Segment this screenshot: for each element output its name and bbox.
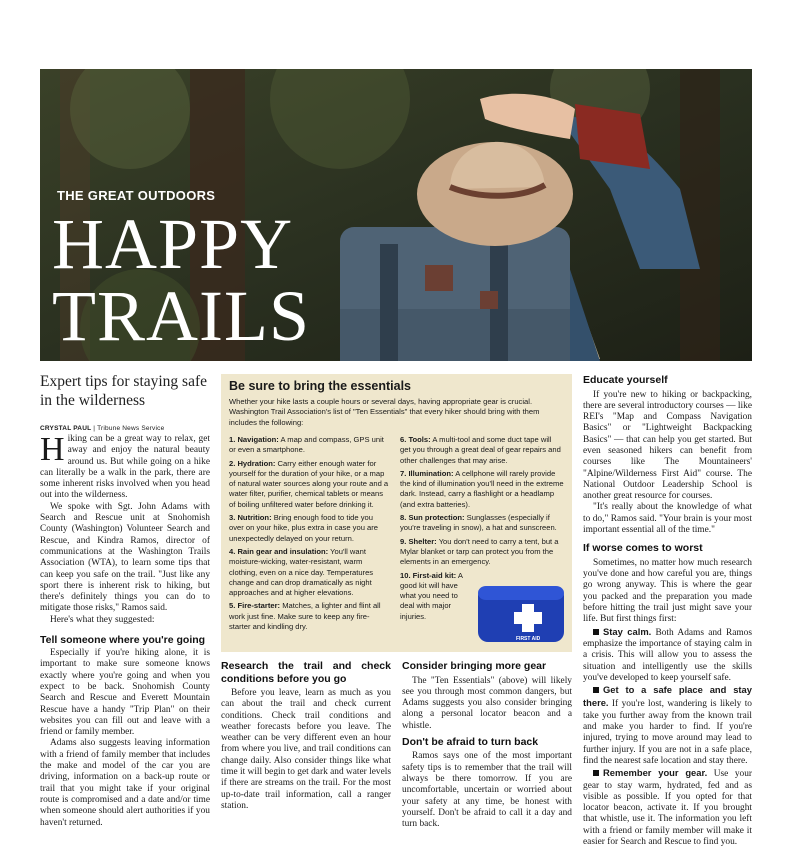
subhead-worse-comes: If worse comes to worst bbox=[583, 542, 703, 555]
deck-subtitle: Expert tips for staying safe in the wilderness bbox=[40, 373, 208, 409]
subhead-educate: Educate yourself bbox=[583, 374, 668, 386]
paragraph: Sometimes, no matter how much research you've done and how careful you are, things go wrong anyway. This is where the gear you packed and the preparation you made before hitting the trail just might save your life. But first things first: bbox=[583, 557, 752, 625]
article-column-4 bbox=[583, 374, 752, 848]
essential-item: 1. Navigation: A map and compass, GPS unit or even a smartphone. bbox=[229, 435, 384, 455]
bullet-stay-calm: Stay calm. Both Adams and Ramos emphasize the importance of staying calm in a crisis. This will allow you to assess the situation and intelligently use the skills you've developed to keep yourself safe. bbox=[583, 625, 752, 683]
drop-cap: H bbox=[40, 431, 65, 468]
essential-item: 9. Shelter: You don't need to carry a tent, but a Mylar blanket or tarp can protect you from the elements in an emergency. bbox=[400, 536, 559, 567]
paragraph: Before you leave, learn as much as you can about the trail and check current conditions. Check trail conditions and weather forecasts before you leave. The weather can be very different even an hour from where you live, and trail conditions can change daily. Also consider things like what time it will begin to get dark and water levels if there are streams on the trail. For the most up-to-date trail information, call a ranger station. bbox=[221, 688, 392, 811]
first-aid-kit-image bbox=[474, 576, 570, 648]
article-column-3 bbox=[402, 660, 572, 831]
paragraph: If you're new to hiking or backpacking, there are several introductory courses — like REI's "Map and Compass Navigation Basics" or "Lightweight Backpacking Basics" — that can help you get started. But even seasoned hikers can benefit from courses like The Mountaineers' "Alpine/Wilderness First Aid" course. The National Outdoor Leadership School is another great resource for courses. bbox=[583, 389, 752, 502]
article-column-1 bbox=[40, 431, 210, 829]
section-kicker: THE GREAT OUTDOORS bbox=[57, 188, 216, 203]
essential-item: 4. Rain gear and insulation: You'll want moisture-wicking, water-resistant, warm clothing, even on a nice day. Temperatures change and can drop dramatically as night approaches and at higher elevations. bbox=[229, 546, 374, 598]
bullet-square-icon bbox=[593, 770, 599, 776]
essential-item: 10. First-aid kit: A good kit will have what you need to deal with major injuries. bbox=[400, 570, 463, 621]
subhead-research-trail: Research the trail and check conditions before you go bbox=[221, 660, 391, 685]
paragraph: "It's really about the knowledge of what to do," Ramos said. "Your brain is your most important essential all of the time." bbox=[583, 502, 752, 536]
paragraph: Ramos says one of the most important safety tips is to remember that the trail will always be there tomorrow. If you are uncomfortable, uncertain or worried about your safety at any time, be honest with yourself. Don't be afraid to call it a day and turn back. bbox=[402, 751, 572, 830]
bullet-square-icon bbox=[593, 629, 599, 635]
essentials-intro: Whether your hike lasts a couple hours or several days, having appropriate gear is crucial. Washington Trail Association's list of "Ten Essentials" that every hiker should bring with them includes the following: bbox=[229, 397, 540, 427]
paragraph: Here's what they suggested: bbox=[50, 614, 155, 625]
essentials-list-left bbox=[229, 435, 389, 635]
article-column-2 bbox=[221, 660, 391, 812]
bullet-safe-place: Get to a safe place and stay there. If you're lost, wandering is likely to take you further away from the known trail and make you harder to find. If you're injured, trying to move around may lead to further injury. If you are not in a safe place, find the nearest safe location and stay there. bbox=[583, 684, 752, 766]
paragraph: Adams also suggests leaving information with a friend of family member that includes the make and model of the car you are driving, information on a back-up route or trail that you might take if your original route is compromised and a date and/or time when someone should alert authorities if you haven't returned. bbox=[40, 738, 210, 828]
subhead-more-gear: Consider bringing more gear bbox=[402, 660, 547, 672]
essential-item: 6. Tools: A multi-tool and some duct tape will get you through a great deal of gear repairs and other challenges that may arise. bbox=[400, 435, 561, 465]
headline-line-2: TRAILS bbox=[52, 276, 310, 356]
essential-item: 2. Hydration: Carry either enough water for yourself for the duration of your hike, or a map of natural water sources along your route and a water filter, purifier, chemical tablets or means of boiling unfiltered water before drinking it. bbox=[229, 458, 389, 509]
intro-paragraph: iking can be a great way to relax, get away and enjoy the natural beauty around us. But while going on a hike can literally be a walk in the park, there are some inherent risks involved when you head out into the wilderness. bbox=[40, 434, 210, 501]
headline-line-1: HAPPY bbox=[52, 204, 294, 284]
byline-name: CRYSTAL PAUL bbox=[40, 425, 92, 432]
bullet-square-icon bbox=[593, 687, 599, 693]
bullet-remember-gear: Remember your gear. Use your gear to stay warm, hydrated, fed and as visible as possible. If you opted for that locator beacon, activate it. If you brought that whistle, use it. The information you left with a friend or family member will make it easier for Search and Rescue to find you. bbox=[583, 767, 753, 847]
paragraph: We spoke with Sgt. John Adams with Search and Rescue unit at Snohomish County (Washington) Volunteer Search and Rescue, and Kindra Ramos, director of communications at the Washington Trails Association (WTA), to learn some tips that can keep you safe on the trail. "Just like any sport there is inherent risk to hiking, but there's definitely things you can do to mitigate those risks," Ramos said. bbox=[40, 501, 210, 614]
subhead-tell-someone: Tell someone where you're going bbox=[40, 634, 206, 647]
byline-source: | Tribune News Service bbox=[93, 425, 165, 432]
essentials-title: Be sure to bring the essentials bbox=[229, 379, 411, 393]
essential-item: 5. Fire-starter: Matches, a lighter and flint all work just fine. Make sure to keep any fire-starter and kindling dry. bbox=[229, 601, 381, 632]
essential-item: 7. Illumination: A cellphone will rarely provide the kind of illumination you'll need in the extreme dark. Instead, carry a flashlight or a headlamp (and extra batteries). bbox=[400, 468, 564, 509]
subhead-turn-back: Don't be afraid to turn back bbox=[402, 735, 539, 748]
essential-item: 8. Sun protection: Sunglasses (especially if you're traveling in snow), a hat and sunscreen. bbox=[400, 513, 557, 533]
essential-item: 3. Nutrition: Bring enough food to tide you over on your hike, plus extra in case you are unexpectedly delayed on your return. bbox=[229, 513, 379, 543]
paragraph: Especially if you're hiking alone, it is important to make sure someone knows exactly where you're going and when you expect to be back. Snohomish County Search and Rescue and Everett Mountain Rescue have a handy "Trip Plan" on their websites you can fill out and leave with a friend or family member. bbox=[40, 648, 210, 738]
paragraph: The "Ten Essentials" (above) will likely see you through most common dangers, but Adams suggests you also consider bringing along a personal locator beacon and a whistle. bbox=[402, 675, 572, 731]
kit-label: FIRST AID bbox=[516, 636, 541, 642]
